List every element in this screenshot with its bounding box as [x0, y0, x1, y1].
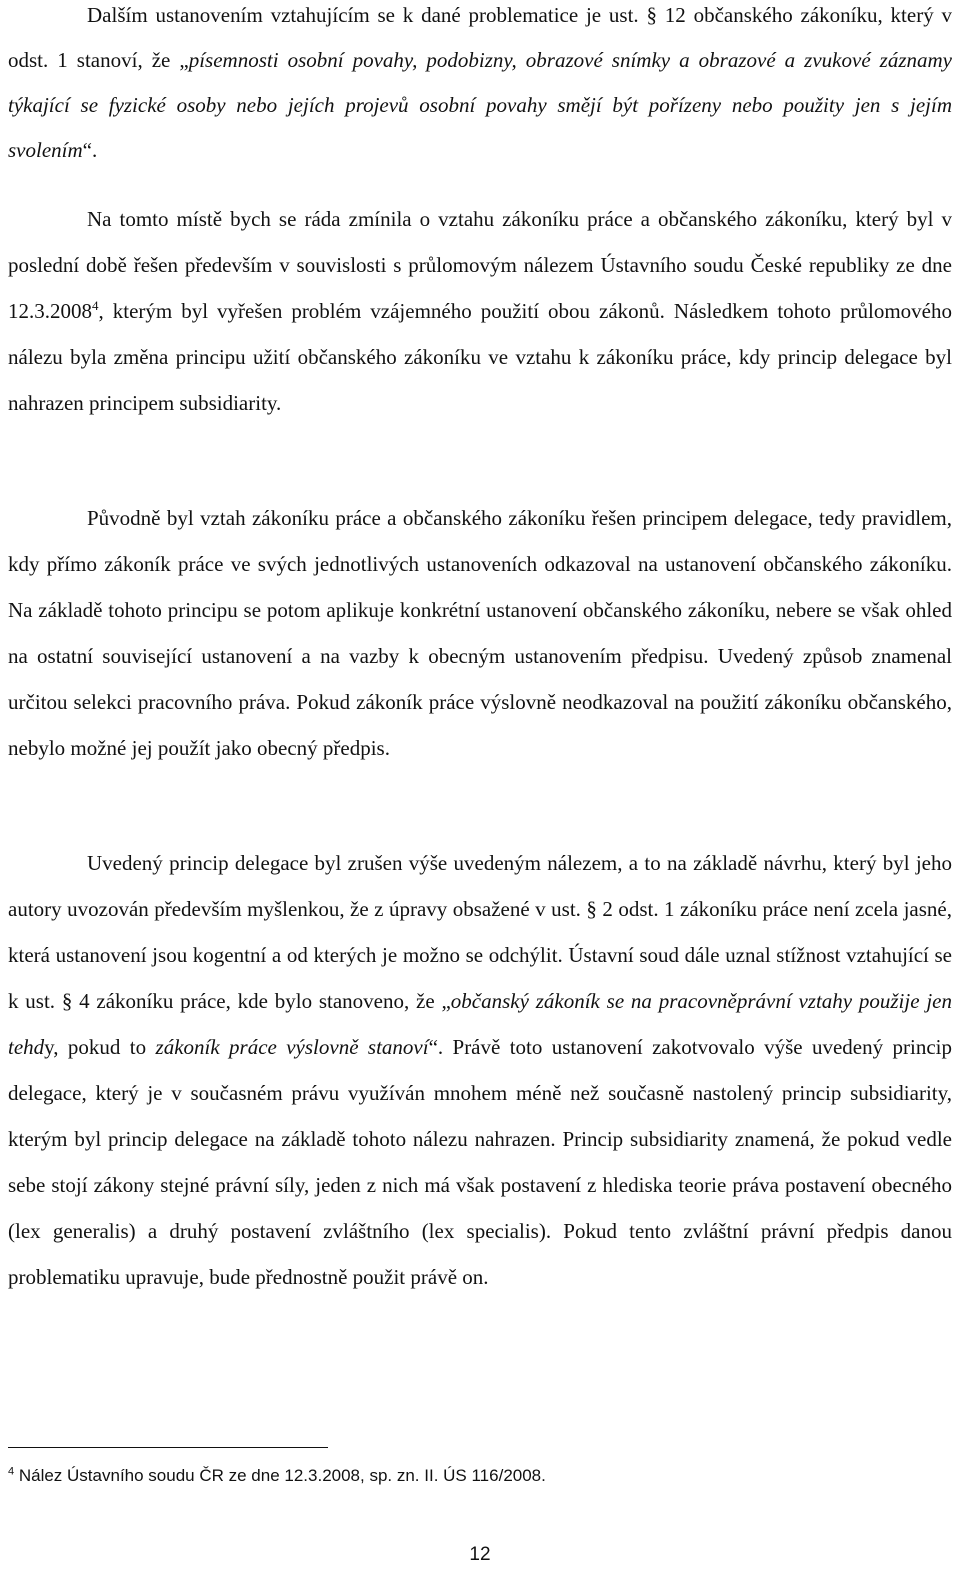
footnote — [8, 1464, 948, 1488]
footnote-text: Nález Ústavního soudu ČR ze dne 12.3.2008, sp. zn. II. ÚS 116/2008. — [14, 1466, 546, 1485]
paragraph-1-end: “. — [82, 138, 98, 162]
paragraph-4-text-end: “. Právě toto ustanovení zakotvovalo výše uvedený princip delegace, který je v současném právu využíván mnohem méně než současně nastolený princip subsidiarity, kterým byl princip delegace na základě tohoto nálezu nahrazen. Princip subsidiarity znamená, že pokud vedle sebe stojí zákony stejné právní síly, jeden z nich má však postavení z hlediska teorie práva postavení obecného (lex generalis) a druhý postavení zvláštního (lex specialis). Pokud tento zvláštní právní předpis danou problematiku upravuje, bude přednostně použit právě on. — [8, 1035, 952, 1289]
paragraph-4-text: Uvedený princip delegace byl zrušen výše uvedeným nálezem, a to na základě návrhu, který byl jeho autory uvozován především myšlenkou, že z úpravy obsažené v ust. § 2 odst. 1 zákoníku práce není zcela jasné, která ustanovení jsou kogentní a od kterých je možno se odchýlit. Ústavní soud dále uznal stížnost vztahující se k ust. § 4 zákoníku práce, kde bylo stanoveno, že „ — [8, 851, 952, 1013]
footnote-divider — [8, 1447, 328, 1448]
paragraph-3-text: Původně byl vztah zákoníku práce a občanského zákoníku řešen principem delegace, tedy pravidlem, kdy přímo zákoník práce ve svých jednotlivých ustanoveních odkazoval na ustanovení občanského zákoníku. Na základě tohoto principu se potom aplikuje konkrétní ustanovení občanského zákoníku, nebere se však ohled na ostatní související ustanovení a na vazby k obecným ustanovením předpisu. Uvedený způsob znamenal určitou selekci pracovního práva. Pokud zákoník práce výslovně neodkazoval na použití zákoníku občanského, nebylo možné jej použít jako obecný předpis. — [8, 506, 952, 760]
paragraph-2-text: Na tomto místě bych se ráda zmínila o vztahu zákoníku práce a občanského zákoníku, který byl v poslední době řešen především v souvislosti s průlomovým nálezem Ústavního soudu České republiky ze dne 12.3.2008 — [8, 207, 952, 323]
paragraph-1 — [8, 0, 952, 173]
paragraph-1-text: Dalším ustanovením vztahujícím se k dané problematice je ust. § 12 občanského zákoníku, který v odst. 1 stanoví, že „ — [8, 3, 952, 72]
paragraph-4-middle: y, pokud to — [44, 1035, 156, 1059]
paragraph-4 — [8, 840, 952, 1300]
paragraph-2-text-end: , kterým byl vyřešen problém vzájemného použití obou zákonů. Následkem tohoto průlomového nálezu byla změna principu užití občanského zákoníku ve vztahu k zákoníku práce, kdy princip delegace byl nahrazen principem subsidiarity. — [8, 299, 952, 415]
paragraph-4-quote-2: zákoník práce výslovně stanoví — [155, 1035, 429, 1059]
page-number: 12 — [469, 1544, 491, 1565]
paragraph-2 — [8, 196, 952, 426]
footnote-reference[interactable]: 4 — [92, 298, 99, 313]
paragraph-4-quote-1: občanský zákoník se na pracovněprávní vztahy použije jen tehd — [8, 989, 952, 1059]
paragraph-1-quote: písemnosti osobní povahy, podobizny, obrazové snímky a obrazové a zvukové záznamy týkající se fyzické osoby nebo jejích projevů osobní povahy smějí být pořízeny nebo použity jen s jejím svolením — [8, 48, 952, 162]
paragraph-3 — [8, 495, 952, 771]
footnote-number: 4 — [8, 1465, 15, 1478]
